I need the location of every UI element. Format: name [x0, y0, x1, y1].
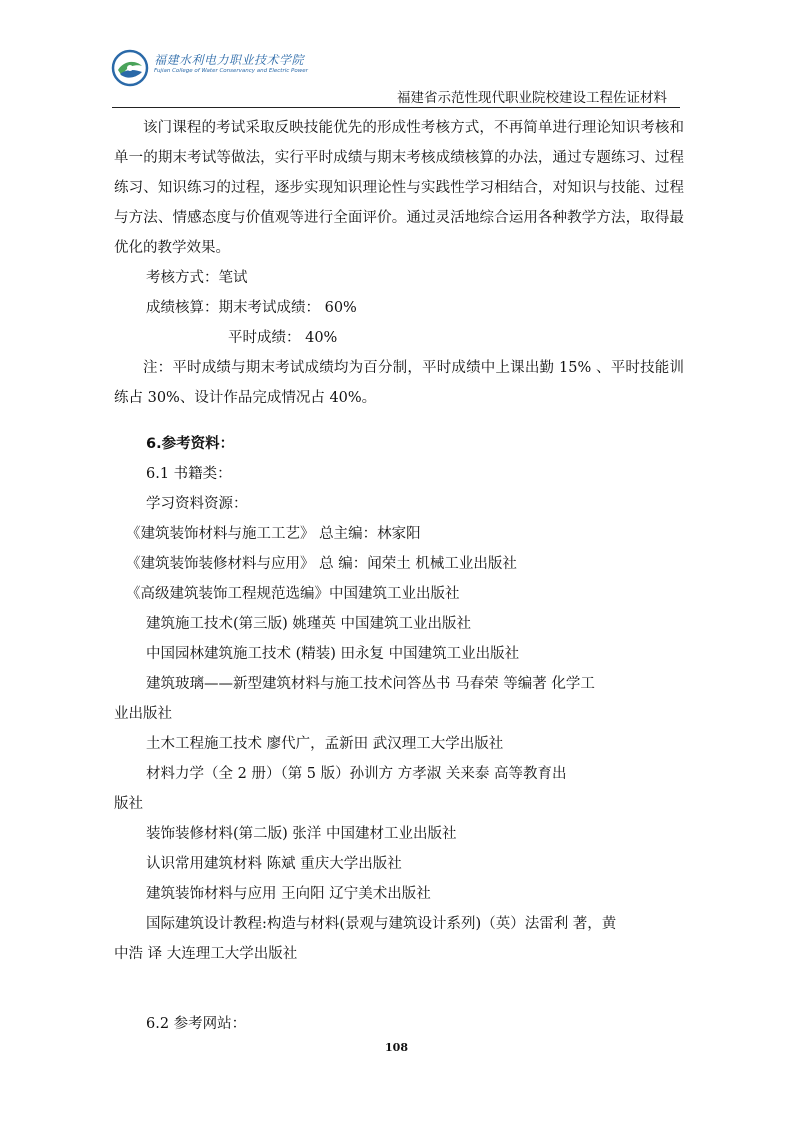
- assessment-intro: 该门课程的考试采取反映技能优先的形成性考核方式，不再简单进行理论知识考核和单一的期末考试等做法，实行平时成绩与期末考核成绩核算的办法，通过专题练习、过程练习、知识练习的过程，逐步实现知识理论性与实践性学习相结合，对知识与技能、过程与方法、情感态度与价值观等进行全面评价。通过灵活地综合运用各种教学方法，取得最优化的教学效果。: [114, 120, 684, 256]
- book-item: 建筑装饰材料与应用 王向阳 辽宁美术出版社: [146, 886, 431, 902]
- book-item-continued: 中浩 译 大连理工大学出版社: [114, 946, 298, 962]
- web-heading: 6.2 参考网站：: [146, 1016, 247, 1032]
- book-item: 建筑施工技术(第三版) 姚瑾英 中国建筑工业出版社: [146, 616, 472, 632]
- logo-college-english-name: Fujian College of Water Conservancy and Electric Power: [154, 68, 308, 74]
- book-item: 材料力学（全 2 册）（第 5 版）孙训方 方孝淑 关来泰 高等教育出: [146, 766, 567, 782]
- books-heading: 6.1 书籍类：: [146, 466, 232, 482]
- page-number: 108: [385, 1041, 408, 1054]
- resources-label: 学习资料资源：: [146, 496, 248, 512]
- spacer: [114, 413, 684, 429]
- grade-final: 成绩核算：期末考试成绩： 60%: [146, 300, 357, 316]
- header-rule: [112, 107, 680, 108]
- book-item: 《建筑装饰装修材料与应用》 总 编：闻荣土 机械工业出版社: [126, 556, 517, 572]
- college-emblem-icon: [110, 48, 150, 88]
- page-header: [0, 0, 793, 110]
- book-item: 认识常用建筑材料 陈斌 重庆大学出版社: [146, 856, 402, 872]
- book-item: 国际建筑设计教程:构造与材料(景观与建筑设计系列)（英）法雷利 著，黄: [146, 916, 617, 932]
- book-item: 《建筑装饰材料与施工工艺》 总主编：林家阳: [126, 526, 421, 542]
- book-item-continued: 版社: [114, 796, 143, 812]
- references-heading: 6.参考资料：: [146, 436, 235, 452]
- spacer: [114, 969, 684, 1009]
- header-title: 福建省示范性现代职业院校建设工程佐证材料: [397, 90, 667, 106]
- book-item-continued: 业出版社: [114, 706, 172, 722]
- logo-college-name: 福建水利电力职业技术学院: [154, 53, 305, 67]
- book-item: 建筑玻璃——新型建筑材料与施工技术问答丛书 马春荣 等编著 化学工: [146, 676, 595, 692]
- book-item: 《高级建筑装饰工程规范选编》中国建筑工业出版社: [126, 586, 460, 602]
- grade-usual: 平时成绩： 40%: [228, 330, 338, 346]
- book-item: 中国园林建筑施工技术 (精装) 田永复 中国建筑工业出版社: [146, 646, 520, 662]
- page-body: [114, 113, 684, 1039]
- assessment-note: 注：平时成绩与期末考试成绩均为百分制，平时成绩中上课出勤 15% 、平时技能训练占 30%、设计作品完成情况占 40%。: [114, 360, 684, 406]
- assessment-method: 考核方式：笔试: [146, 270, 248, 286]
- book-item: 土木工程施工技术 廖代广，孟新田 武汉理工大学出版社: [146, 736, 504, 752]
- college-logo: [110, 48, 308, 90]
- book-item: 装饰装修材料(第二版) 张洋 中国建材工业出版社: [146, 826, 457, 842]
